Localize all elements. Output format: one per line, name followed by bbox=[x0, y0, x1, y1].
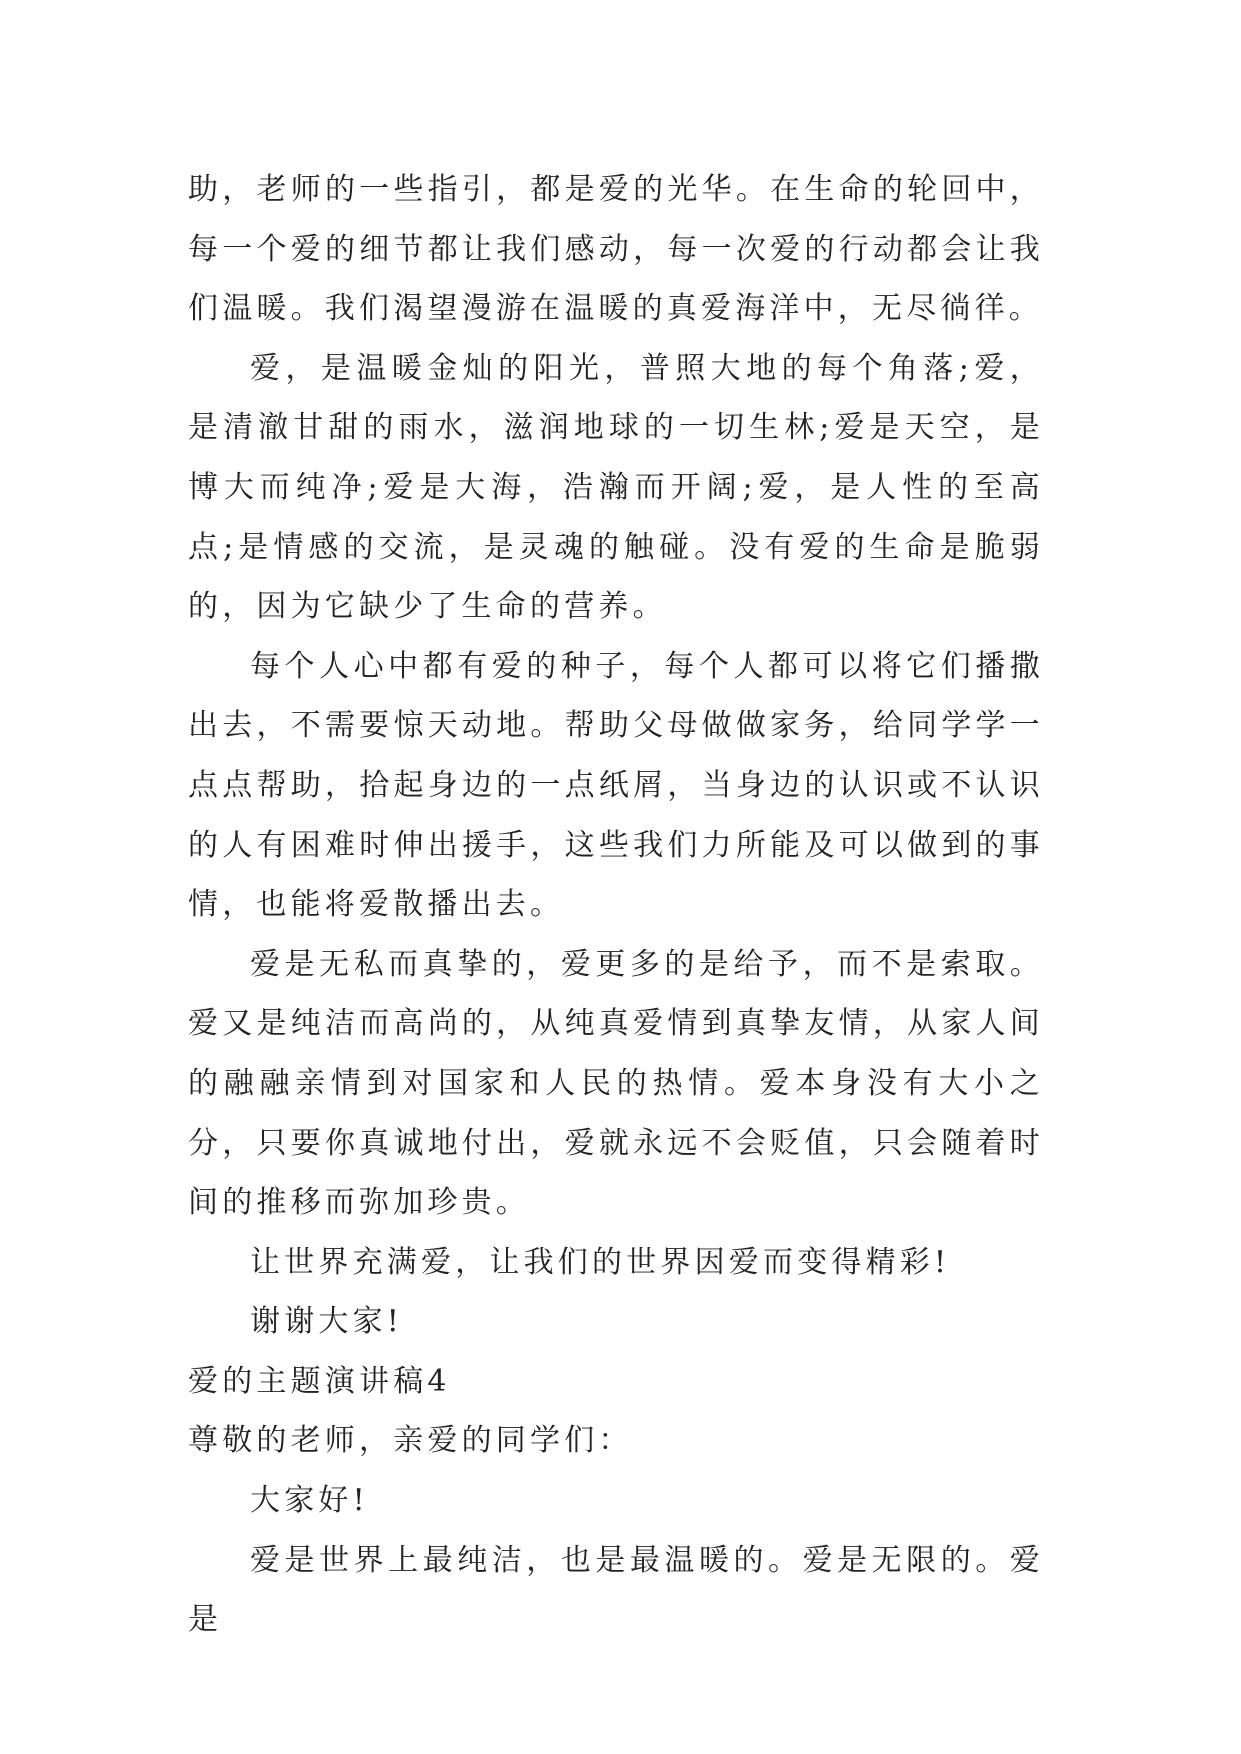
closing-thanks: 谢谢大家! bbox=[250, 1304, 404, 1340]
document-body bbox=[188, 160, 1044, 1650]
paragraph-3: 每个人心中都有爱的种子，每个人都可以将它们播撒出去，不需要惊天动地。帮助父母做做家务，给同学学一点点帮助，拾起身边的一点纸屑，当身边的认识或不认识的人有困难时伸出援手，这些我们力所能及可以做到的事情，也能将爱散播出去。 bbox=[188, 648, 1044, 923]
paragraph-5: 让世界充满爱，让我们的世界因爱而变得精彩! bbox=[250, 1244, 951, 1280]
greeting: 大家好! bbox=[250, 1483, 369, 1519]
paragraph-final: 爱是世界上最纯洁，也是最温暖的。爱是无限的。爱是 bbox=[188, 1542, 1044, 1638]
section-title: 爱的主题演讲稿4 bbox=[188, 1363, 451, 1399]
paragraph-2: 爱，是温暖金灿的阳光，普照大地的每个角落;爱，是清澈甘甜的雨水，滋润地球的一切生林;爱是天空，是博大而纯净;爱是大海，浩瀚而开阔;爱，是人性的至高点;是情感的交流，是灵魂的触碰。没有爱的生命是脆弱的，因为它缺少了生命的营养。 bbox=[188, 350, 1044, 625]
salutation: 尊敬的老师，亲爱的同学们： bbox=[188, 1423, 633, 1459]
paragraph-4: 爱是无私而真挚的，爱更多的是给予，而不是索取。爱又是纯洁而高尚的，从纯真爱情到真挚友情，从家人间的融融亲情到对国家和人民的热情。爱本身没有大小之分，只要你真诚地付出，爱就永远不会贬值，只会随着时间的推移而弥加珍贵。 bbox=[188, 946, 1044, 1221]
paragraph-1: 助，老师的一些指引，都是爱的光华。在生命的轮回中，每一个爱的细节都让我们感动，每一次爱的行动都会让我们温暖。我们渴望漫游在温暖的真爱海洋中，无尽徜徉。 bbox=[188, 172, 1044, 327]
